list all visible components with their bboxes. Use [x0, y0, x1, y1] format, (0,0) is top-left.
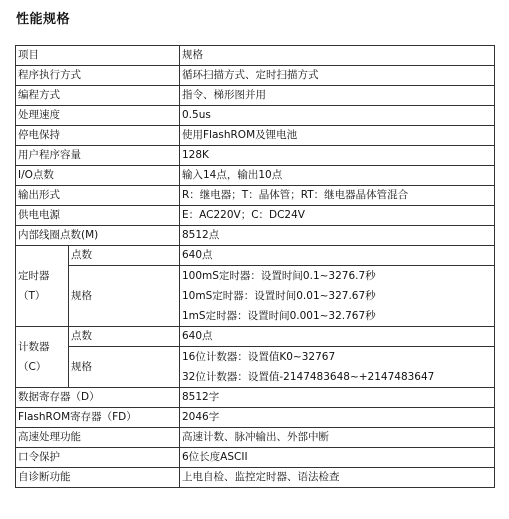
row-value: 输入14点，输出10点	[180, 166, 495, 186]
row-label: 程序执行方式	[16, 66, 180, 86]
spec-table	[15, 45, 495, 488]
timer-points-value: 640点	[180, 246, 495, 266]
row-label: 高速处理功能	[16, 428, 180, 448]
timer-spec-line: 100mS定时器：设置时间0.1~3276.7秒	[182, 270, 376, 282]
row-value: 上电自检、监控定时器、语法检查	[180, 468, 495, 488]
counter-points-label: 点数	[69, 327, 180, 347]
table-row	[16, 166, 495, 186]
page-title: 性能规格	[16, 12, 71, 27]
row-label: 停电保持	[16, 126, 180, 146]
table-row	[16, 408, 495, 428]
timer-label-code: （T）	[18, 290, 46, 302]
counter-spec-line: 32位计数器：设置值-2147483648~+2147483647	[182, 371, 435, 383]
table-row	[16, 206, 495, 226]
row-value: 循环扫描方式、定时扫描方式	[180, 66, 495, 86]
timer-spec-label: 规格	[69, 266, 180, 327]
counter-points-value: 640点	[180, 327, 495, 347]
timer-spec-value	[180, 266, 495, 327]
timer-points-row	[16, 246, 495, 266]
row-value: 6位长度ASCII	[180, 448, 495, 468]
table-row	[16, 468, 495, 488]
row-label: 用户程序容量	[16, 146, 180, 166]
row-label: 供电电源	[16, 206, 180, 226]
timer-points-label: 点数	[69, 246, 180, 266]
table-row	[16, 66, 495, 86]
row-label: 内部线圈点数(M)	[16, 226, 180, 246]
counter-spec-line: 16位计数器：设置值K0~32767	[182, 351, 336, 363]
row-label: 数据寄存器（D）	[16, 388, 180, 408]
row-label: 编程方式	[16, 86, 180, 106]
row-label: FlashROM寄存器（FD）	[16, 408, 180, 428]
row-label: 处理速度	[16, 106, 180, 126]
timer-spec-line: 10mS定时器：设置时间0.01~327.67秒	[182, 290, 376, 302]
row-value: 8512字	[180, 388, 495, 408]
row-value: 指令、梯形图并用	[180, 86, 495, 106]
timer-label: 定时器	[18, 270, 50, 282]
header-item: 项目	[16, 46, 180, 66]
timer-group-label	[16, 246, 69, 327]
header-spec: 规格	[180, 46, 495, 66]
row-value: 128K	[180, 146, 495, 166]
table-row	[16, 388, 495, 408]
row-label: 输出形式	[16, 186, 180, 206]
table-row	[16, 126, 495, 146]
counter-label: 计数器	[18, 341, 50, 353]
row-label: I/O点数	[16, 166, 180, 186]
table-row	[16, 226, 495, 246]
table-row	[16, 106, 495, 126]
table-row	[16, 186, 495, 206]
row-label: 自诊断功能	[16, 468, 180, 488]
table-row	[16, 448, 495, 468]
counter-spec-value	[180, 347, 495, 388]
timer-spec-line: 1mS定时器：设置时间0.001~32.767秒	[182, 310, 376, 322]
table-header-row	[16, 46, 495, 66]
row-value: 高速计数、脉冲输出、外部中断	[180, 428, 495, 448]
counter-spec-label: 规格	[69, 347, 180, 388]
row-value: 2046字	[180, 408, 495, 428]
row-value: R：继电器；T：晶体管；RT：继电器晶体管混合	[180, 186, 495, 206]
counter-points-row	[16, 327, 495, 347]
table-row	[16, 146, 495, 166]
counter-group-label	[16, 327, 69, 388]
row-value: 0.5us	[180, 106, 495, 126]
timer-spec-row	[16, 266, 495, 327]
counter-label-code: （C）	[18, 361, 47, 373]
table-row	[16, 86, 495, 106]
row-label: 口令保护	[16, 448, 180, 468]
counter-spec-row	[16, 347, 495, 388]
row-value: E：AC220V；C：DC24V	[180, 206, 495, 226]
table-row	[16, 428, 495, 448]
row-value: 使用FlashROM及锂电池	[180, 126, 495, 146]
row-value: 8512点	[180, 226, 495, 246]
